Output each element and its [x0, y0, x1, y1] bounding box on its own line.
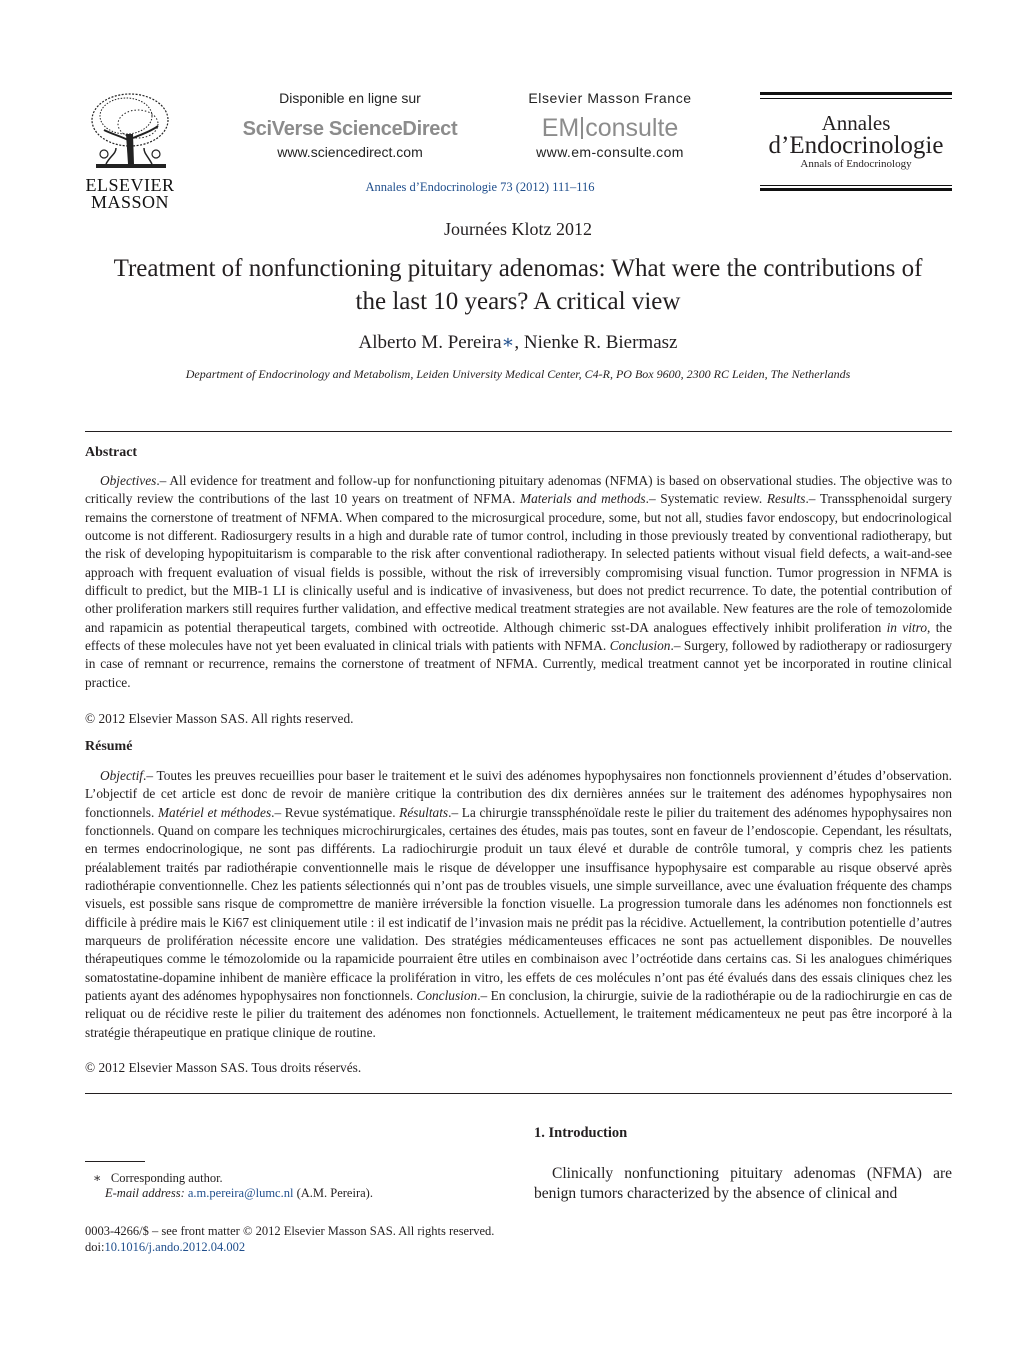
elsevier-masson-logo [82, 90, 178, 212]
email-label: E-mail address: [105, 1186, 185, 1200]
introduction-paragraph: Clinically nonfunctioning pituitary adenomas (NFMA) are benign tumors characterized by the absence of clinical and [534, 1165, 952, 1202]
logo-rule [760, 185, 952, 186]
available-online-text: Disponible en ligne sur [279, 90, 421, 106]
corresponding-author-marker[interactable]: ∗ [501, 332, 515, 353]
email-link[interactable]: a.m.pereira@lumc.nl [187, 1186, 294, 1200]
logo-rule [760, 188, 952, 191]
em-logo-em: EM [541, 114, 580, 142]
email-owner: (A.M. Pereira). [293, 1186, 373, 1200]
journal-citation-link[interactable]: Annales d’Endocrinologie 73 (2012) 111–116 [365, 180, 595, 194]
em-consulte-link[interactable]: www.em-consulte.com [536, 144, 684, 160]
doi-link[interactable]: 10.1016/j.ando.2012.04.002 [104, 1240, 246, 1254]
doi-line [85, 1240, 245, 1255]
em-consulte-block [510, 90, 710, 160]
em-consulte-logo [510, 114, 710, 142]
logo-rule [760, 92, 952, 95]
journal-logo-english-title: Annals of Endocrinology [800, 158, 912, 170]
resume-text: .– Revue systématique. [271, 804, 400, 820]
corresponding-author-text: Corresponding author. [110, 1171, 223, 1185]
resume-text: .– Toutes les preuves recueillies pour baser le traitement et le suivi des adénomes hypophysaires non fonctionnels proviennent d’études d’observation. L’objectif de cet article est donc de revoir de manière critique la contribution des dix dernières années sur le traitement des adénomes hypophysaires non fonctionnels. [85, 768, 952, 820]
affiliation: Department of Endocrinology and Metabolism, Leiden University Medical Center, C4-R, PO Box 9600, 2300 RC Leiden, The Netherlands [185, 367, 851, 381]
corresponding-author-note [93, 1170, 223, 1186]
author-name: Alberto M. Pereira [358, 332, 502, 353]
author-name: , Nienke R. Biermasz [514, 332, 678, 353]
resume-label: Matériel et méthodes [157, 804, 272, 820]
abstract-text: .– Surgery, followed by radiotherapy or radiosurgery in case of remnant or recurrence, remains the cornerstone of treatment of NFMA. Currently, medical treatment cannot yet be incorporated in routine clinical practice. [85, 638, 952, 690]
abstract-heading: Abstract [85, 445, 138, 460]
footnote-rule [85, 1161, 145, 1162]
resume-text: .– En conclusion, la chirurgie, suivie de la radiothérapie ou de la radiochirurgie en cas de reliquat ou de récidive reste le pilier du traitement des adénomes non fonctionnels. Actuellement, le traitement médicamenteux ne peut pas être incorporé à la stratégie thérapeutique en pratique clinique de routine. [85, 988, 952, 1040]
abstract-text: .– Transsphenoidal surgery remains the cornerstone of treatment of NFMA. When compared to the microsurgical procedure, some, but not all, studies favor endoscopy, but endocrinological outcome is not different. Radiosurgery results in a high and durable rate of tumor control, including in those previously treated by conventional radiotherapy, but the risk of developing hypopituitarism is comparable to the risk after conventional radiotherapy. In selected patients without visual field defects, a wait-and-see approach with frequent evaluation of visual fields is possible, without the risk of irreversibly compromising visual function. Tumor progression in NFMA is difficult to predict, but the MIB-1 LI is clinically useful and is indicative of invasiveness, but does not predict recurrence. To date, the potential contribution of other proliferation markers still requires further validation, and effective medical treatment strategies are not available. New features are the role of temozolomide and rapamicin as potential therapeutical targets, combined with octreotide. Although chimeric sst-DA analogues effectively inhibit proliferation [85, 491, 952, 635]
abstract-text: , the effects of these molecules have not yet been evaluated in clinical trials with patients with NFMA. [85, 619, 952, 654]
resume-label: Résultats [399, 804, 449, 820]
em-logo-divider [581, 117, 583, 139]
abstract-text: .– Systematic review. [645, 491, 767, 507]
abstract-text: .– All evidence for treatment and follow-up for nonfunctioning pituitary adenomas (NFMA) is based on observational studies. The objective was to critically review the contributions of the last 10 years on treatment of NFMA. [85, 473, 952, 507]
abstract-label: Materials and methods [519, 491, 646, 507]
resume-label: Conclusion [416, 988, 478, 1004]
doi-label: doi: [85, 1240, 105, 1254]
journal-logo-endocrinologie: d’Endocrinologie [768, 132, 944, 159]
resume-copyright: © 2012 Elsevier Masson SAS. Tous droits réservés. [85, 1060, 362, 1075]
logo-wordmark-masson: MASSON [90, 192, 170, 212]
sciencedirect-block [236, 90, 464, 160]
journal-logo [760, 92, 952, 192]
publisher-name: Elsevier Masson France [528, 90, 692, 106]
resume-paragraph [85, 767, 952, 1042]
sciencedirect-link[interactable]: www.sciencedirect.com [277, 144, 423, 160]
article-title: Treatment of nonfunctioning pituitary adenomas: What were the contributions of the last 10 years? A critical view [113, 255, 923, 315]
abstract-label: Conclusion [609, 638, 671, 654]
abstract-label: Results [766, 491, 806, 507]
author-list [0, 331, 1020, 354]
abstract-copyright: © 2012 Elsevier Masson SAS. All rights reserved. [85, 711, 354, 726]
logo-wordmark-elsevier: ELSEVIER [85, 175, 175, 195]
abstract-paragraph [85, 472, 952, 692]
section-title: Journées Klotz 2012 [444, 219, 592, 239]
introduction-heading: 1. Introduction [534, 1125, 628, 1141]
resume-text: .– La chirurgie transsphénoïdale reste le pilier du traitement des adénomes hypophysaires non fonctionnels. Quand on compare les techniques microchirurgicales, certaines des études, mais pas toutes, sont en faveur de l’endoscopie. Cependant, les résultats, en termes endocrinologique, ne sont pas différents. La radiochirurgie produit un taux élevé et durable de contrôle tumoral, y compris chez les patients préalablement traités par radiothérapie conventionnelle mais le risque de développer une insuffisance hypophysaire est comparable au risque observé après radiothérapie conventionnelle. Chez les patients sélectionnés qui n’ont pas de troubles visuels, une simple surveillance, avec une évaluation fréquente des champs visuels, est possible sans risque de compromettre de manière irréversible la fonction visuelle. La progression tumorale dans les adénomes non fonctionnels est difficile à prédire mais le Ki67 est cliniquement utile : il est indicatif de l’invasion mais ne prédit pas la récidive. Actuellement, la contribution potentielle d’autres marqueurs de prolifération nécessite encore une validation. Des stratégies médicamenteuses efficaces ne sont pas actuellement disponibles. De nouvelles thérapeutiques comme le témozolomide ou la rapamicide pourraient être utiles en combinaison avec l’octréotide dans certains cas. Si les analogues chimériques somatostatine-dopamine inhibent de manière efficace la prolifération in vitro, les effets de ces molécules n’ont pas été évalués dans des essais cliniques chez les patients ayant des adénomes hypophysaires non fonctionnels. [85, 804, 952, 1004]
email-note [105, 1186, 373, 1201]
journal-logo-annales: Annales [821, 111, 891, 135]
issn-front-matter: 0003-4266/$ – see front matter © 2012 Elsevier Masson SAS. All rights reserved. [85, 1224, 495, 1238]
footnote-marker: ∗ [93, 1171, 102, 1185]
divider [85, 1093, 952, 1094]
em-logo-consulte: consulte [585, 114, 679, 142]
logo-rule [760, 98, 952, 99]
elsevier-tree-icon [86, 90, 174, 174]
sciencedirect-logo: SciVerse ScienceDirect [242, 118, 458, 140]
resume-heading: Résumé [85, 739, 133, 754]
resume-label: Objectif [100, 768, 143, 783]
divider [85, 431, 952, 432]
abstract-label: Objectives [100, 473, 157, 488]
abstract-italic: in vitro [886, 619, 928, 635]
